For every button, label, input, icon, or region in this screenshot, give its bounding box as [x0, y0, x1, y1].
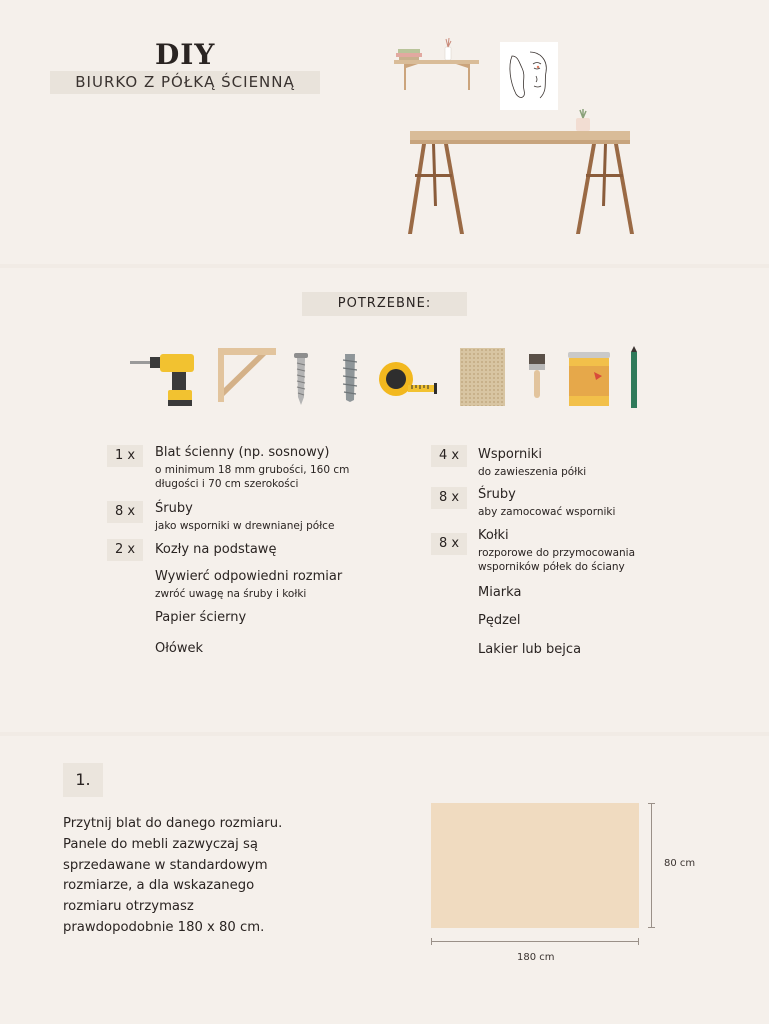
- item-description: zwróć uwagę na śruby i kołki: [155, 588, 307, 600]
- item-description: jako wsporniki w drewnianej półce: [155, 520, 335, 532]
- quantity-badge: 8 x: [107, 501, 143, 523]
- item-name: Kołki: [478, 528, 509, 543]
- item-description: do zawieszenia półki: [478, 466, 587, 478]
- screw-icon: [294, 353, 308, 405]
- item-name: Śruby: [155, 501, 193, 516]
- material-item-screws: [155, 501, 395, 533]
- step-section: [0, 736, 769, 1024]
- step-text-line: prawdopodobnie 180 x 80 cm.: [63, 919, 265, 935]
- step-text-line: Panele do mebli zazwyczaj są: [63, 836, 258, 852]
- wall-shelf-illustration: [388, 35, 488, 95]
- material-item-bracket-screws: [478, 487, 698, 519]
- height-dimension-line: [651, 803, 652, 928]
- item-description: [155, 463, 395, 491]
- height-dimension-label: 80 cm: [664, 858, 696, 869]
- step-number: 1.: [63, 763, 103, 797]
- item-name: Blat ścienny (np. sosnowy): [155, 445, 330, 460]
- header-section: [0, 0, 769, 264]
- item-description-line: rozporowe do przymocowania: [478, 547, 636, 559]
- quantity-badge: 8 x: [431, 533, 467, 555]
- quantity-badge: 1 x: [107, 445, 143, 467]
- item-description: aby zamocować wsporniki: [478, 506, 616, 518]
- item-name: Kozły na podstawę: [155, 542, 277, 557]
- step-text-line: Przytnij blat do danego rozmiaru.: [63, 816, 283, 831]
- material-item-brush: Pędzel: [478, 613, 521, 628]
- item-description-line: długości i 70 cm szerokości: [155, 478, 299, 490]
- width-dimension-label: 180 cm: [517, 952, 555, 963]
- step-instructions: [63, 814, 303, 939]
- material-item-sandpaper: Papier ścierny: [155, 610, 247, 625]
- item-name: Wywierć odpowiedni rozmiar: [155, 569, 343, 584]
- sandpaper-icon: [460, 348, 505, 406]
- wall-art-illustration: [500, 42, 558, 110]
- pencil-icon: [630, 346, 638, 408]
- tape-measure-icon: [378, 361, 438, 397]
- material-item-trestles: [155, 542, 395, 558]
- desk-illustration: [404, 108, 636, 240]
- varnish-can-icon: [568, 352, 610, 406]
- step-text-line: sprzedawane w standardowym: [63, 857, 268, 873]
- step-text-line: rozmiarze, a dla wskazanego: [63, 878, 255, 894]
- material-item-wall-plugs: [478, 528, 698, 574]
- wall-plug-icon: [343, 354, 357, 402]
- quantity-badge: 2 x: [107, 539, 143, 561]
- width-dimension-line: [431, 941, 639, 942]
- page-subtitle: BIURKO Z PÓŁKĄ ŚCIENNĄ: [50, 71, 320, 94]
- item-name: Śruby: [478, 487, 516, 502]
- quantity-badge: 4 x: [431, 445, 467, 467]
- item-name: Wsporniki: [478, 447, 542, 462]
- materials-section: [0, 268, 769, 732]
- item-description-line: o minimum 18 mm grubości, 160 cm: [155, 464, 350, 476]
- material-item-pencil: Ołówek: [155, 641, 204, 656]
- bracket-icon: [218, 348, 276, 402]
- paintbrush-icon: [526, 354, 548, 400]
- step-text-line: rozmiaru otrzymasz: [63, 899, 194, 915]
- material-item-tape-measure: Miarka: [478, 585, 522, 600]
- item-description-line: wsporników półek do ściany: [478, 561, 625, 573]
- material-item-desktop: [155, 445, 395, 491]
- page-title: DIY: [155, 38, 216, 71]
- material-item-drill-size: [155, 569, 395, 601]
- materials-heading: POTRZEBNE:: [302, 292, 467, 316]
- material-item-brackets: [478, 447, 698, 479]
- quantity-badge: 8 x: [431, 487, 467, 509]
- material-item-varnish: Lakier lub bejca: [478, 642, 582, 657]
- drill-icon: [130, 350, 196, 408]
- item-description: [478, 546, 698, 574]
- board-diagram: [431, 803, 639, 928]
